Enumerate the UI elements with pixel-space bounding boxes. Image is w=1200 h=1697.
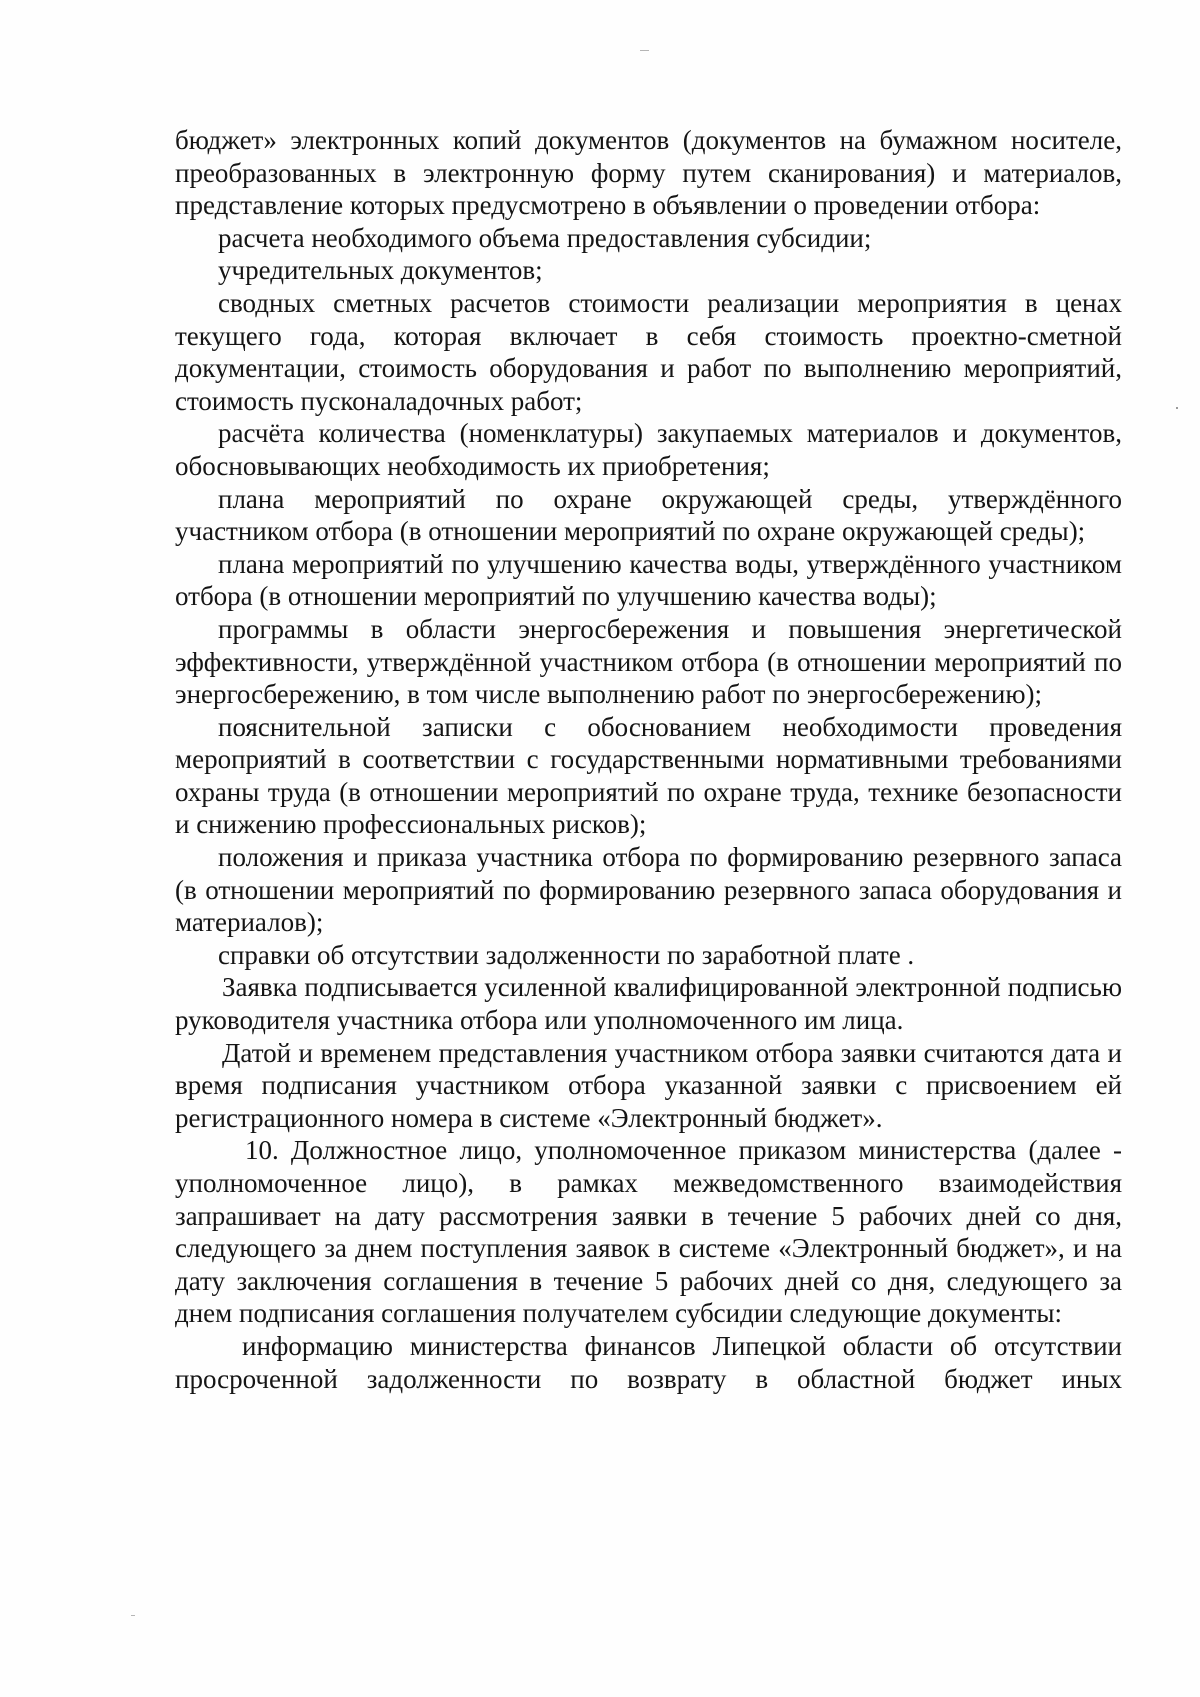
paragraph-cost-estimates: сводных сметных расчетов стоимости реализации мероприятия в ценах текущего года, которая включает в себя стоимость проектно-сметной документации, стоимость оборудования и работ по выполнению мероприятий, стоимость пусконаладочных работ; <box>175 287 1122 416</box>
paragraph-water-quality-plan: плана мероприятий по улучшению качества воды, утверждённого участником отбора (в отношении мероприятий по улучшению качества воды); <box>175 548 1122 612</box>
scan-mark <box>640 50 649 51</box>
paragraph-subsidy-calculation: расчета необходимого объема предоставления субсидии; <box>218 222 872 253</box>
paragraph-energy-saving-program: программы в области энергосбережения и повышения энергетической эффективности, утверждённой участником отбора (в отношении мероприятий по энергосбережению, в том числе выполнению работ по энергосбережению); <box>175 613 1122 710</box>
paragraph-reserve-stock: положения и приказа участника отбора по формированию резервного запаса (в отношении мероприятий по формированию резервного запаса оборудования и материалов); <box>175 842 1122 938</box>
paragraph-labor-safety-note: пояснительной записки с обоснованием необходимости проведения мероприятий в соответствии с государственными нормативными требованиями охраны труда (в отношении мероприятий по охране труда, технике безопасности и снижению профессиональных рисков); <box>175 711 1122 840</box>
paragraph-materials-calculation: расчёта количества (номенклатуры) закупаемых материалов и документов, обосновывающих необходимость их приобретения; <box>175 418 1122 481</box>
paragraph-salary-debt-certificate: справки об отсутствии задолженности по заработной плате . <box>218 939 915 970</box>
paragraph-attachments-intro: бюджет» электронных копий документов (документов на бумажном носителе, преобразованных в электронную форму путем сканирования) и материалов, представление которых предусмотрено в объявлении о проведении отбора: <box>175 125 1122 221</box>
paragraph-item-10: 10. Должностное лицо, уполномоченное приказом министерства (далее - уполномоченное лицо), в рамках межведомственного взаимодействия запрашивает на дату рассмотрения заявки в течение 5 рабочих дней со дня, следующего за днем поступления заявок в системе «Электронный бюджет», и на дату заключения соглашения в течение 5 рабочих дней со дня, следующего за днем подписания соглашения получателем субсидии следующие документы: <box>175 1135 1122 1329</box>
scan-mark <box>1176 407 1178 409</box>
paragraph-finance-ministry-info: информацию министерства финансов Липецкой области об отсутствии просроченной задолженности по возврату в областной бюджет иных <box>175 1330 1122 1394</box>
paragraph-application-signature: Заявка подписывается усиленной квалифицированной электронной подписью руководителя участника отбора или уполномоченного им лица. <box>175 972 1122 1036</box>
paragraph-founding-documents: учредительных документов; <box>218 255 543 286</box>
paragraph-submission-date: Датой и временем представления участником отбора заявки считаются дата и время подписания участником отбора указанной заявки с присвоением ей регистрационного номера в системе «Электронный бюджет». <box>175 1037 1122 1133</box>
scan-mark <box>131 1615 135 1616</box>
document-body <box>175 124 1122 1395</box>
paragraph-environment-plan: плана мероприятий по охране окружающей среды, утверждённого участником отбора (в отношении мероприятий по охране окружающей среды); <box>175 483 1122 547</box>
